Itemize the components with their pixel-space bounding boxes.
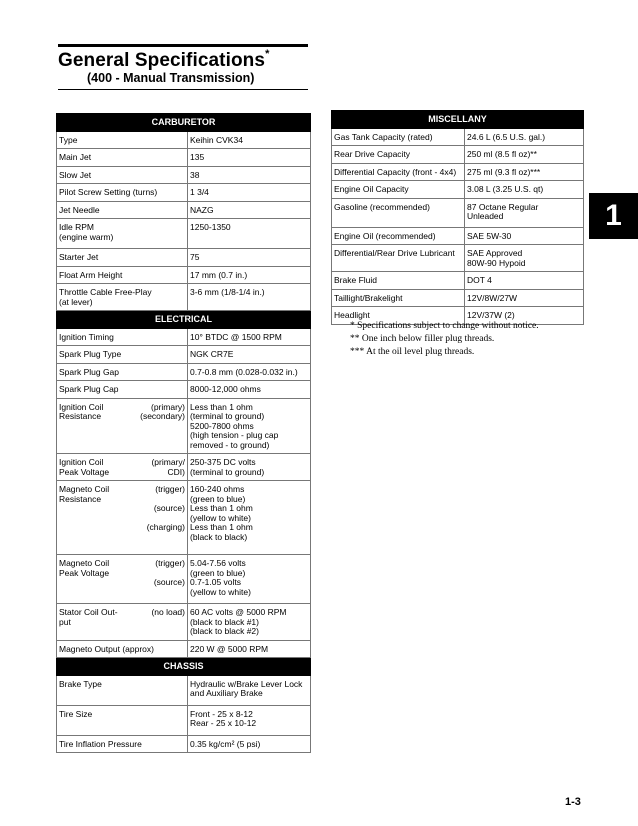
spec-label: Jet Needle [57,201,188,219]
spec-value: 160-240 ohms (green to blue) Less than 1 ohm (yellow to white) Less than 1 ohm (black to black) [188,481,311,555]
table-row [332,181,584,199]
table-row [57,346,311,364]
spec-label: Headlight [332,307,465,325]
electrical-heading: ELECTRICAL [57,311,311,329]
spec-sublabel: (secondary) [140,411,185,421]
spec-value: 1250-1350 [188,219,311,249]
table-row [57,219,311,249]
table-row [57,166,311,184]
spec-value: 5.04-7.56 volts (green to blue) 0.7-1.05 volts (yellow to white) [188,555,311,604]
spec-value: 87 Octane Regular Unleaded [465,198,584,227]
title-footnote-mark: * [265,48,270,60]
spec-label: Spark Plug Gap [57,363,188,381]
table-row [57,381,311,399]
right-spec-table [331,110,584,325]
table-row [57,328,311,346]
spec-label: (primary/ CDI) Ignition Coil Peak Voltage [57,454,188,481]
spec-value: 12V/37W (2) [465,307,584,325]
left-spec-table [56,113,311,753]
spec-label: Magneto Output (approx) [57,640,188,658]
table-row [57,640,311,658]
spec-label: Type [57,131,188,149]
spec-sublabel: CDI) [167,466,185,477]
table-row [57,266,311,284]
spec-label: Slow Jet [57,166,188,184]
spec-label: Differential/Rear Drive Lubricant [332,245,465,272]
footnote: * Specifications subject to change without notice. [350,321,539,331]
table-row [57,398,311,454]
table-row [332,227,584,245]
table-row [57,131,311,149]
spec-value: 0.7-0.8 mm (0.028-0.032 in.) [188,363,311,381]
spec-label: Spark Plug Type [57,346,188,364]
spec-value: SAE Approved 80W-90 Hypoid [465,245,584,272]
table-row [57,454,311,481]
spec-label: Throttle Cable Free-Play (at lever) [57,284,188,311]
spec-label: (primary) (secondary) Ignition Coil Resistance [57,398,188,454]
spec-label: Spark Plug Cap [57,381,188,399]
spec-value: 60 AC volts @ 5000 RPM (black to black #1) (black to black #2) [188,604,311,641]
table-row [57,184,311,202]
table-row [57,604,311,641]
spec-value: NGK CR7E [188,346,311,364]
spec-label: (no load) Stator Coil Out- put [57,604,188,641]
spec-label: Float Arm Height [57,266,188,284]
spec-label: Brake Type [57,675,188,705]
spec-value: 220 W @ 5000 RPM [188,640,311,658]
spec-label: Differential Capacity (front - 4x4) [332,163,465,181]
spec-label: Taillight/Brakelight [332,289,465,307]
subtitle-rule [58,89,308,90]
spec-value: 24.6 L (6.5 U.S. gal.) [465,128,584,146]
spec-value: 8000-12,000 ohms [188,381,311,399]
page-title: General Specifications* [58,48,270,71]
spec-value: 250-375 DC volts (terminal to ground) [188,454,311,481]
spec-label: Tire Inflation Pressure [57,735,188,753]
spec-label: Engine Oil Capacity [332,181,465,199]
spec-value: 10° BTDC @ 1500 RPM [188,328,311,346]
title-rule [58,44,308,47]
spec-value: Keihin CVK34 [188,131,311,149]
miscellany-heading: MISCELLANY [332,111,584,129]
table-row [57,481,311,555]
table-row [332,128,584,146]
spec-value: 17 mm (0.7 in.) [188,266,311,284]
spec-value: 38 [188,166,311,184]
spec-sublabel: (trigger) [155,558,185,568]
page-subtitle: (400 - Manual Transmission) [87,71,255,85]
chassis-heading: CHASSIS [57,658,311,676]
spec-value: Hydraulic w/Brake Lever Lock and Auxiliary Brake [188,675,311,705]
table-row [57,201,311,219]
spec-value: 75 [188,249,311,267]
table-row [57,249,311,267]
table-row [57,149,311,167]
footnote: ** One inch below filler plug threads. [350,334,495,344]
table-row [332,245,584,272]
spec-value: 12V/8W/27W [465,289,584,307]
spec-sublabel: (primary) [151,401,185,412]
spec-value: SAE 5W-30 [465,227,584,245]
spec-sublabel: (charging) [146,522,185,532]
table-row [57,735,311,753]
spec-value: 3-6 mm (1/8-1/4 in.) [188,284,311,311]
carburetor-heading: CARBURETOR [57,114,311,132]
spec-label: Brake Fluid [332,272,465,290]
footnote: *** At the oil level plug threads. [350,347,475,357]
spec-sublabel: (trigger) [155,484,185,494]
page-number: 1-3 [565,796,581,808]
section-tab: 1 [589,193,638,239]
spec-value: DOT 4 [465,272,584,290]
spec-sublabel: (source) [153,577,185,587]
spec-label: Gas Tank Capacity (rated) [332,128,465,146]
spec-value: Front - 25 x 8-12 Rear - 25 x 10-12 [188,705,311,735]
spec-label: Rear Drive Capacity [332,146,465,164]
table-row [57,555,311,604]
spec-sublabel: (source) [153,503,185,513]
table-row [57,363,311,381]
spec-sublabel: (primary/ [151,457,185,467]
table-row [57,675,311,705]
spec-label: Gasoline (recommended) [332,198,465,227]
table-row [332,198,584,227]
table-row [332,272,584,290]
spec-sublabel: (no load) [151,607,185,617]
spec-label: Tire Size [57,705,188,735]
spec-value: 0.35 kg/cm² (5 psi) [188,735,311,753]
table-row [332,163,584,181]
table-row [57,705,311,735]
spec-label: Pilot Screw Setting (turns) [57,184,188,202]
spec-label: Idle RPM (engine warm) [57,219,188,249]
spec-value: 135 [188,149,311,167]
table-row [57,284,311,311]
spec-value: NAZG [188,201,311,219]
spec-label: (trigger) (source) Magneto Coil Peak Voltage [57,555,188,604]
spec-value: 1 3/4 [188,184,311,202]
table-row [332,289,584,307]
spec-value: Less than 1 ohm (terminal to ground) 5200-7800 ohms (high tension - plug cap removed - to ground) [188,398,311,454]
spec-label: (trigger) (source) (charging) Magneto Coil Resistance [57,481,188,555]
spec-label: Main Jet [57,149,188,167]
spec-value: 250 ml (8.5 fl oz)** [465,146,584,164]
table-row [332,146,584,164]
footnotes [340,320,539,359]
spec-label: Ignition Timing [57,328,188,346]
spec-value: 275 ml (9.3 fl oz)*** [465,163,584,181]
spec-label: Starter Jet [57,249,188,267]
spec-label: Engine Oil (recommended) [332,227,465,245]
spec-value: 3.08 L (3.25 U.S. qt) [465,181,584,199]
